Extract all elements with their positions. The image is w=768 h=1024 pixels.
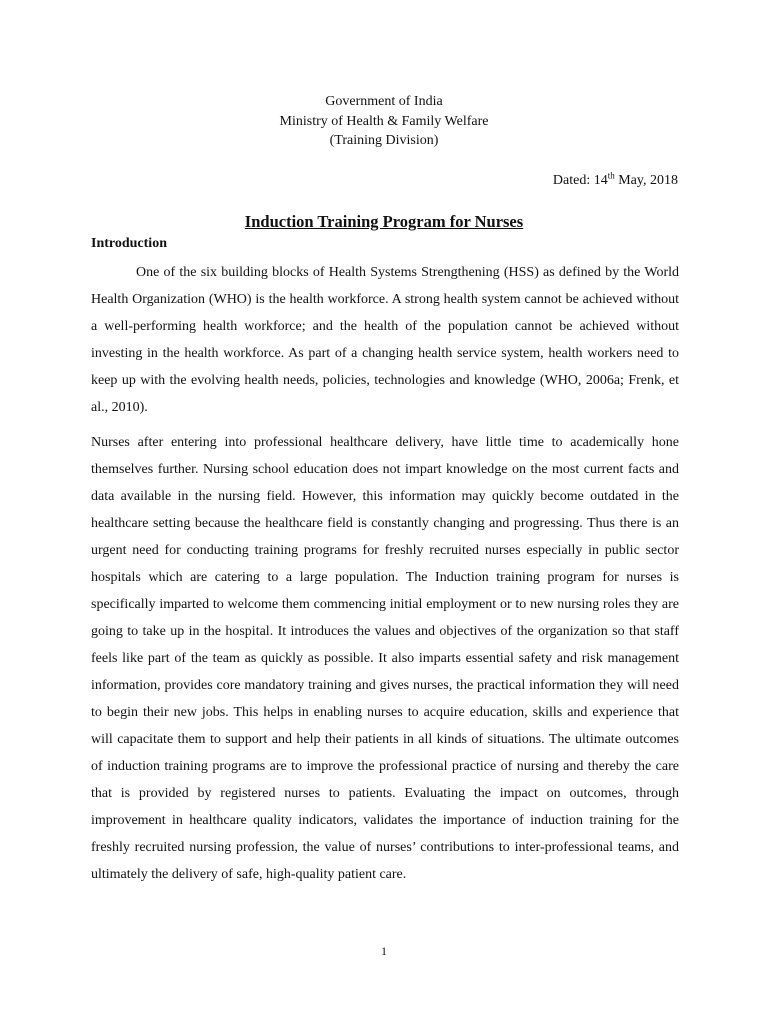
date-rest: May, 2018 [614,173,678,188]
date-ordinal-suffix: th [607,170,615,181]
date-prefix: Dated: 14 [552,173,608,188]
section-heading-introduction: Introduction [91,236,167,251]
page-number: 1 [381,944,387,958]
letterhead [0,92,768,151]
paragraph-2: Nurses after entering into professional healthcare delivery, have little time to academically hone themselves further. Nursing school education does not impart knowledge on the most current facts and data available in the nursing field. However, this information may quickly become outdated in the healthcare setting because the healthcare field is constantly changing and progressing. Thus there is an urgent need for conducting training programs for freshly recruited nurses especially in public sector hospitals which are catering to a large population. The Induction training program for nurses is specifically imparted to welcome them commencing initial employment or to new nursing roles they are going to take up in the hospital. It introduces the values and objectives of the organization so that staff feels like part of the team as quickly as possible. It also imparts essential safety and risk management information, provides core mandatory training and gives nurses, the practical information they will need to begin their new jobs. This helps in enabling nurses to acquire education, skills and experience that will capacitate them to support and help their patients in all kinds of situations. The ultimate outcomes of induction training programs are to improve the professional practice of nursing and thereby the care that is provided by registered nurses to patients. Evaluating the impact on outcomes, through improvement in healthcare quality indicators, validates the importance of induction training for the freshly recruited nursing profession, the value of nurses’ contributions to inter-professional teams, and ultimately the delivery of safe, high-quality patient care. [91,435,679,882]
header-government: Government of India [325,94,443,109]
paragraph-1: One of the six building blocks of Health Systems Strengthening (HSS) as defined by the World Health Organization (WHO) is the health workforce. A strong health system cannot be achieved without a well-performing health workforce; and the health of the population cannot be achieved without investing in the health workforce. As part of a changing health service system, health workers need to keep up with the evolving health needs, policies, technologies and knowledge (WHO, 2006a; Frenk, et al., 2010). [91,265,679,415]
document-title: Induction Training Program for Nurses [244,212,524,231]
header-ministry: Ministry of Health & Family Welfare [279,113,489,129]
header-division: (Training Division) [329,133,439,148]
date-line [553,171,678,190]
